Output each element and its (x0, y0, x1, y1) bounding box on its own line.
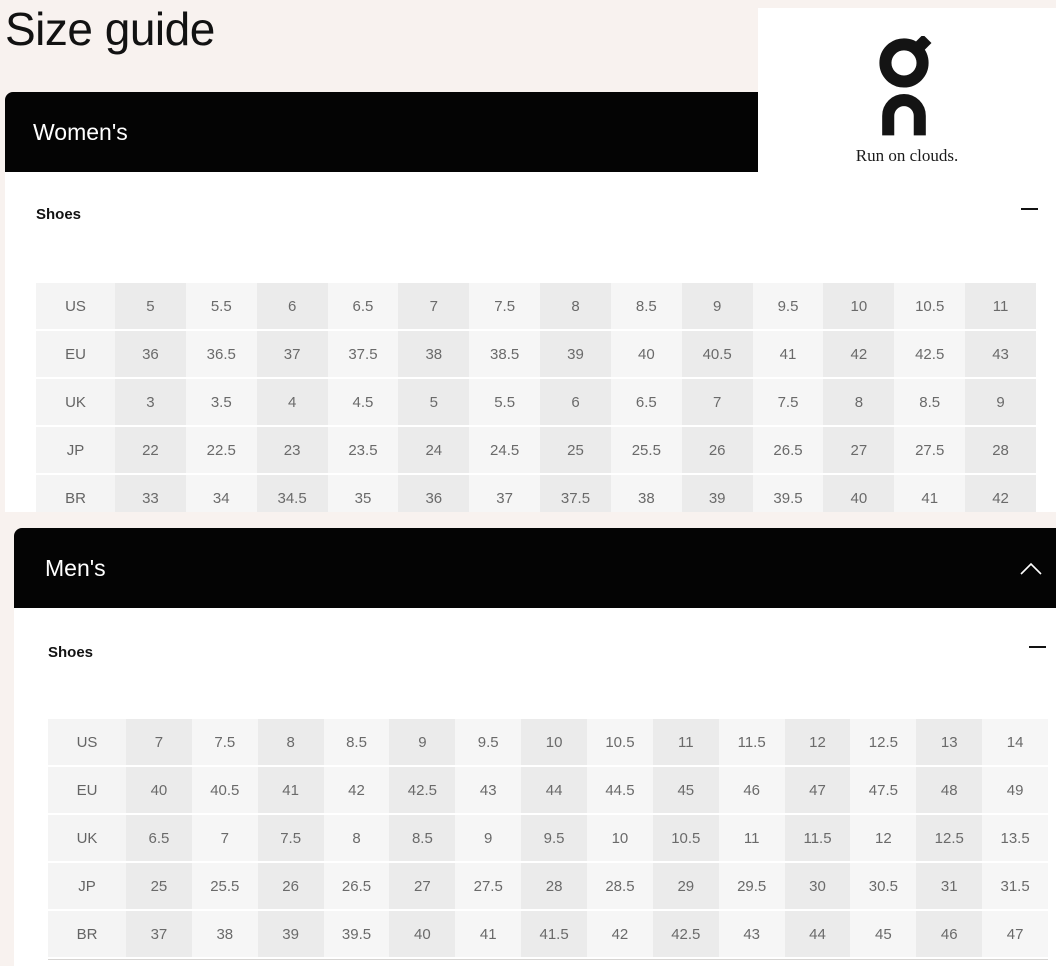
size-cell: 9 (389, 719, 455, 765)
size-cell: 24.5 (469, 427, 540, 473)
size-cell: 42 (587, 911, 653, 957)
size-cell: 5 (398, 379, 469, 425)
size-cell: 37 (257, 331, 328, 377)
size-cell: 45 (653, 767, 719, 813)
size-cell: 11 (719, 815, 785, 861)
size-cell: 37.5 (540, 475, 611, 512)
size-cell: 40 (126, 767, 192, 813)
size-cell: 29.5 (719, 863, 785, 909)
chevron-up-icon[interactable] (1020, 562, 1042, 575)
size-cell: 13.5 (982, 815, 1048, 861)
size-cell: 11 (653, 719, 719, 765)
womens-size-table (36, 283, 1036, 512)
mens-shoes-collapse-button[interactable] (1029, 638, 1046, 656)
size-cell: 5 (115, 283, 186, 329)
size-cell: 27.5 (455, 863, 521, 909)
size-cell: 44.5 (587, 767, 653, 813)
size-cell: 6 (540, 379, 611, 425)
size-cell: 12 (850, 815, 916, 861)
size-cell: 36 (115, 331, 186, 377)
size-cell: 10.5 (653, 815, 719, 861)
size-cell: 41.5 (521, 911, 587, 957)
size-cell: 38 (192, 911, 258, 957)
size-cell: 8.5 (611, 283, 682, 329)
size-cell: 23.5 (328, 427, 399, 473)
size-cell: 28 (965, 427, 1036, 473)
size-cell: 45 (850, 911, 916, 957)
size-cell: 38.5 (469, 331, 540, 377)
table-row (48, 815, 1048, 861)
womens-section-panel (5, 172, 1056, 512)
size-cell: 7.5 (753, 379, 824, 425)
size-cell: 30 (785, 863, 851, 909)
size-cell: 7 (398, 283, 469, 329)
size-cell: 42.5 (389, 767, 455, 813)
table-row (36, 427, 1036, 473)
size-cell: 6.5 (328, 283, 399, 329)
size-cell: 39.5 (753, 475, 824, 512)
size-cell: 28 (521, 863, 587, 909)
row-label: UK (48, 815, 126, 861)
size-cell: 40 (611, 331, 682, 377)
mens-shoes-label: Shoes (48, 644, 94, 661)
size-cell: 25.5 (611, 427, 682, 473)
size-cell: 26.5 (324, 863, 390, 909)
size-cell: 22 (115, 427, 186, 473)
table-row (36, 331, 1036, 377)
size-cell: 10 (587, 815, 653, 861)
size-cell: 8 (823, 379, 894, 425)
size-cell: 42.5 (653, 911, 719, 957)
size-cell: 36 (398, 475, 469, 512)
size-cell: 40 (389, 911, 455, 957)
womens-shoes-collapse-button[interactable] (1021, 200, 1038, 218)
size-cell: 39 (682, 475, 753, 512)
size-cell: 41 (894, 475, 965, 512)
size-cell: 26 (258, 863, 324, 909)
size-cell: 46 (719, 767, 785, 813)
size-cell: 43 (965, 331, 1036, 377)
table-row (48, 863, 1048, 909)
size-cell: 30.5 (850, 863, 916, 909)
size-cell: 5.5 (469, 379, 540, 425)
mens-size-table (48, 719, 1048, 960)
row-label: JP (48, 863, 126, 909)
size-cell: 31.5 (982, 863, 1048, 909)
size-cell: 11.5 (785, 815, 851, 861)
size-cell: 26 (682, 427, 753, 473)
size-cell: 25 (126, 863, 192, 909)
row-label: US (48, 719, 126, 765)
mens-section-header[interactable] (14, 528, 1056, 608)
size-cell: 25 (540, 427, 611, 473)
size-cell: 3 (115, 379, 186, 425)
size-cell: 9 (682, 283, 753, 329)
size-cell: 39 (540, 331, 611, 377)
size-cell: 38 (611, 475, 682, 512)
size-cell: 47.5 (850, 767, 916, 813)
size-cell: 37 (469, 475, 540, 512)
size-cell: 49 (982, 767, 1048, 813)
size-cell: 6 (257, 283, 328, 329)
size-cell: 40.5 (192, 767, 258, 813)
size-cell: 8 (258, 719, 324, 765)
size-cell: 35 (328, 475, 399, 512)
size-cell: 44 (521, 767, 587, 813)
size-cell: 10.5 (587, 719, 653, 765)
size-cell: 28.5 (587, 863, 653, 909)
size-cell: 8.5 (389, 815, 455, 861)
table-row (36, 475, 1036, 512)
page-title: Size guide (5, 3, 215, 55)
womens-section-label: Women's (33, 118, 128, 145)
size-cell: 27 (389, 863, 455, 909)
size-cell: 23 (257, 427, 328, 473)
size-cell: 31 (916, 863, 982, 909)
size-cell: 6.5 (611, 379, 682, 425)
row-label: US (36, 283, 115, 329)
size-cell: 36.5 (186, 331, 257, 377)
size-cell: 42 (965, 475, 1036, 512)
mens-section-label: Men's (45, 554, 106, 581)
row-label: EU (36, 331, 115, 377)
size-cell: 41 (455, 911, 521, 957)
womens-shoes-label: Shoes (36, 206, 82, 223)
table-row (36, 379, 1036, 425)
size-cell: 7 (126, 719, 192, 765)
size-cell: 47 (785, 767, 851, 813)
minus-icon (1021, 208, 1038, 210)
size-cell: 9.5 (521, 815, 587, 861)
size-cell: 39.5 (324, 911, 390, 957)
size-cell: 37 (126, 911, 192, 957)
size-cell: 7 (682, 379, 753, 425)
on-logo-icon (878, 36, 936, 140)
size-cell: 43 (719, 911, 785, 957)
size-cell: 9 (455, 815, 521, 861)
mens-section-panel (14, 608, 1056, 966)
size-cell: 10 (823, 283, 894, 329)
size-cell: 4 (257, 379, 328, 425)
size-cell: 5.5 (186, 283, 257, 329)
size-cell: 3.5 (186, 379, 257, 425)
size-cell: 7.5 (192, 719, 258, 765)
size-cell: 38 (398, 331, 469, 377)
table-row (48, 719, 1048, 765)
size-cell: 42 (823, 331, 894, 377)
brand-tagline: Run on clouds. (855, 146, 959, 165)
size-cell: 8.5 (894, 379, 965, 425)
size-cell: 40 (823, 475, 894, 512)
size-cell: 26.5 (753, 427, 824, 473)
size-cell: 34 (186, 475, 257, 512)
size-cell: 41 (753, 331, 824, 377)
size-cell: 42 (324, 767, 390, 813)
table-row (36, 283, 1036, 329)
size-cell: 10.5 (894, 283, 965, 329)
size-cell: 39 (258, 911, 324, 957)
size-cell: 25.5 (192, 863, 258, 909)
size-cell: 11 (965, 283, 1036, 329)
size-cell: 7.5 (469, 283, 540, 329)
size-cell: 10 (521, 719, 587, 765)
size-cell: 12.5 (916, 815, 982, 861)
size-cell: 22.5 (186, 427, 257, 473)
minus-icon (1029, 646, 1046, 648)
size-cell: 47 (982, 911, 1048, 957)
size-cell: 27.5 (894, 427, 965, 473)
size-cell: 46 (916, 911, 982, 957)
row-label: UK (36, 379, 115, 425)
table-row (48, 911, 1048, 957)
size-cell: 12 (785, 719, 851, 765)
size-cell: 8.5 (324, 719, 390, 765)
size-cell: 12.5 (850, 719, 916, 765)
size-cell: 34.5 (257, 475, 328, 512)
size-cell: 9.5 (455, 719, 521, 765)
size-cell: 4.5 (328, 379, 399, 425)
size-cell: 14 (982, 719, 1048, 765)
size-cell: 7.5 (258, 815, 324, 861)
size-cell: 43 (455, 767, 521, 813)
size-cell: 27 (823, 427, 894, 473)
size-cell: 37.5 (328, 331, 399, 377)
size-cell: 29 (653, 863, 719, 909)
brand-logo-card (758, 8, 1056, 172)
size-cell: 41 (258, 767, 324, 813)
size-cell: 42.5 (894, 331, 965, 377)
size-cell: 24 (398, 427, 469, 473)
row-label: EU (48, 767, 126, 813)
size-cell: 9.5 (753, 283, 824, 329)
row-label: BR (48, 911, 126, 957)
size-cell: 11.5 (719, 719, 785, 765)
size-cell: 8 (540, 283, 611, 329)
size-cell: 7 (192, 815, 258, 861)
row-label: JP (36, 427, 115, 473)
size-cell: 8 (324, 815, 390, 861)
row-label: BR (36, 475, 115, 512)
size-cell: 9 (965, 379, 1036, 425)
size-cell: 44 (785, 911, 851, 957)
table-row (48, 767, 1048, 813)
size-cell: 13 (916, 719, 982, 765)
size-cell: 33 (115, 475, 186, 512)
size-cell: 6.5 (126, 815, 192, 861)
size-cell: 40.5 (682, 331, 753, 377)
size-cell: 48 (916, 767, 982, 813)
